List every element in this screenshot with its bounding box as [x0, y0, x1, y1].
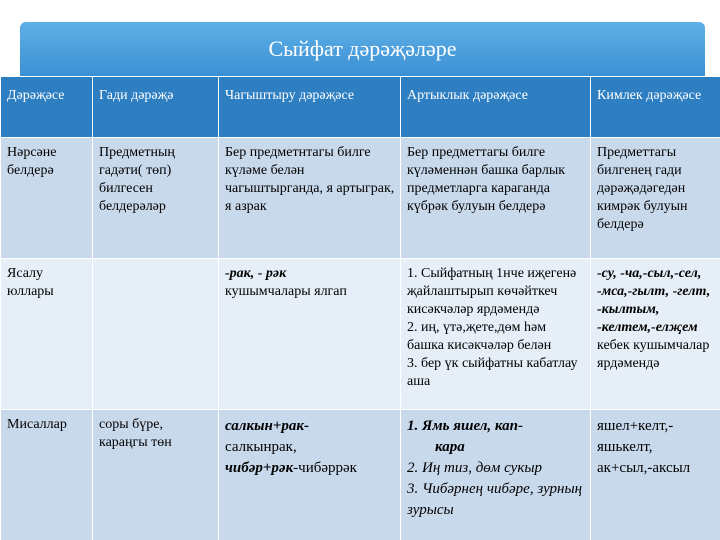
- table-header-row: [1, 77, 720, 138]
- row-label: Мисаллар: [1, 410, 93, 540]
- suffix-text: -рак, - рәк: [225, 266, 287, 281]
- cell-line: кара: [435, 439, 465, 455]
- cell-line: яшькелт,: [597, 439, 653, 455]
- cell-text: кебек кушымчалар ярдәмендә: [597, 338, 710, 371]
- header-cell: Чагыштыру дәрәҗәсе: [219, 77, 401, 138]
- header-cell: Дәрәҗәсе: [1, 77, 93, 138]
- table-cell: [591, 259, 720, 410]
- header-cell: Гади дәрәҗә: [93, 77, 219, 138]
- page-title: Сыйфат дәрәҗәләре: [268, 36, 457, 61]
- table-cell: Предметтагы билгенең гади дәрәҗәдәгедән кимрәк булуын белдерә: [591, 138, 720, 259]
- table-cell: Бер предметтагы билге күләменнән башка барлык предметларга караганда күбрәк булуын белдерә: [401, 138, 591, 259]
- row-label: Нәрсәне белдерә: [1, 138, 93, 259]
- cell-line: 2. Иң тиз, дөм сукыр: [407, 460, 543, 476]
- table-cell: соры бүре, караңгы төн: [93, 410, 219, 540]
- table-cell: [591, 410, 720, 540]
- cell-line: салкын+рак-: [225, 418, 309, 434]
- header-cell: Артыклык дәрәҗәсе: [401, 77, 591, 138]
- cell-line: 1. Сыйфатның 1нче иҗегенә җайлаштырып көчәйткеч кисәкчәләр ярдәмендә: [407, 266, 577, 317]
- table-cell: [219, 259, 401, 410]
- cell-line: 3. Чибәрнең чибәре, зурның зурысы: [407, 481, 583, 518]
- table-row: [1, 259, 720, 410]
- cell-line: 1. Ямь яшел, кап-: [407, 418, 523, 434]
- cell-line: салкынрак,: [225, 439, 297, 455]
- cell-line: 2. иң, үтә,җете,дөм һәм башка кисәкчәләр белән: [407, 320, 552, 353]
- table-cell: Бер предметнтагы билге күләме белән чагыштырганда, я артыграк, я азрак: [219, 138, 401, 259]
- table-cell: Предметның гадәти( төп) билгесен белдерәләр: [93, 138, 219, 259]
- cell-line: 3. бер үк сыйфатны кабатлау аша: [407, 356, 578, 389]
- cell-text: чибәр+рәк: [225, 460, 294, 476]
- degrees-table: [0, 76, 720, 540]
- cell-line: ак+сыл,-аксыл: [597, 460, 691, 476]
- title-bar: [20, 22, 705, 78]
- table-cell: [219, 410, 401, 540]
- table-row: [1, 138, 720, 259]
- table-cell: [401, 259, 591, 410]
- table-cell: [401, 410, 591, 540]
- cell-text: -чибәррәк: [293, 460, 357, 476]
- header-cell: Кимлек дәрәҗәсе: [591, 77, 720, 138]
- table-cell: [93, 259, 219, 410]
- cell-line: яшел+келт,-: [597, 418, 674, 434]
- row-label: Ясалу юллары: [1, 259, 93, 410]
- table-row: [1, 410, 720, 540]
- cell-text: кушымчалары ялгап: [225, 284, 347, 299]
- suffix-text: -су, -ча,-сыл,-сел, -мса,-гылт, -гелт, -кылтым, -келтем,-елҗем: [597, 266, 711, 335]
